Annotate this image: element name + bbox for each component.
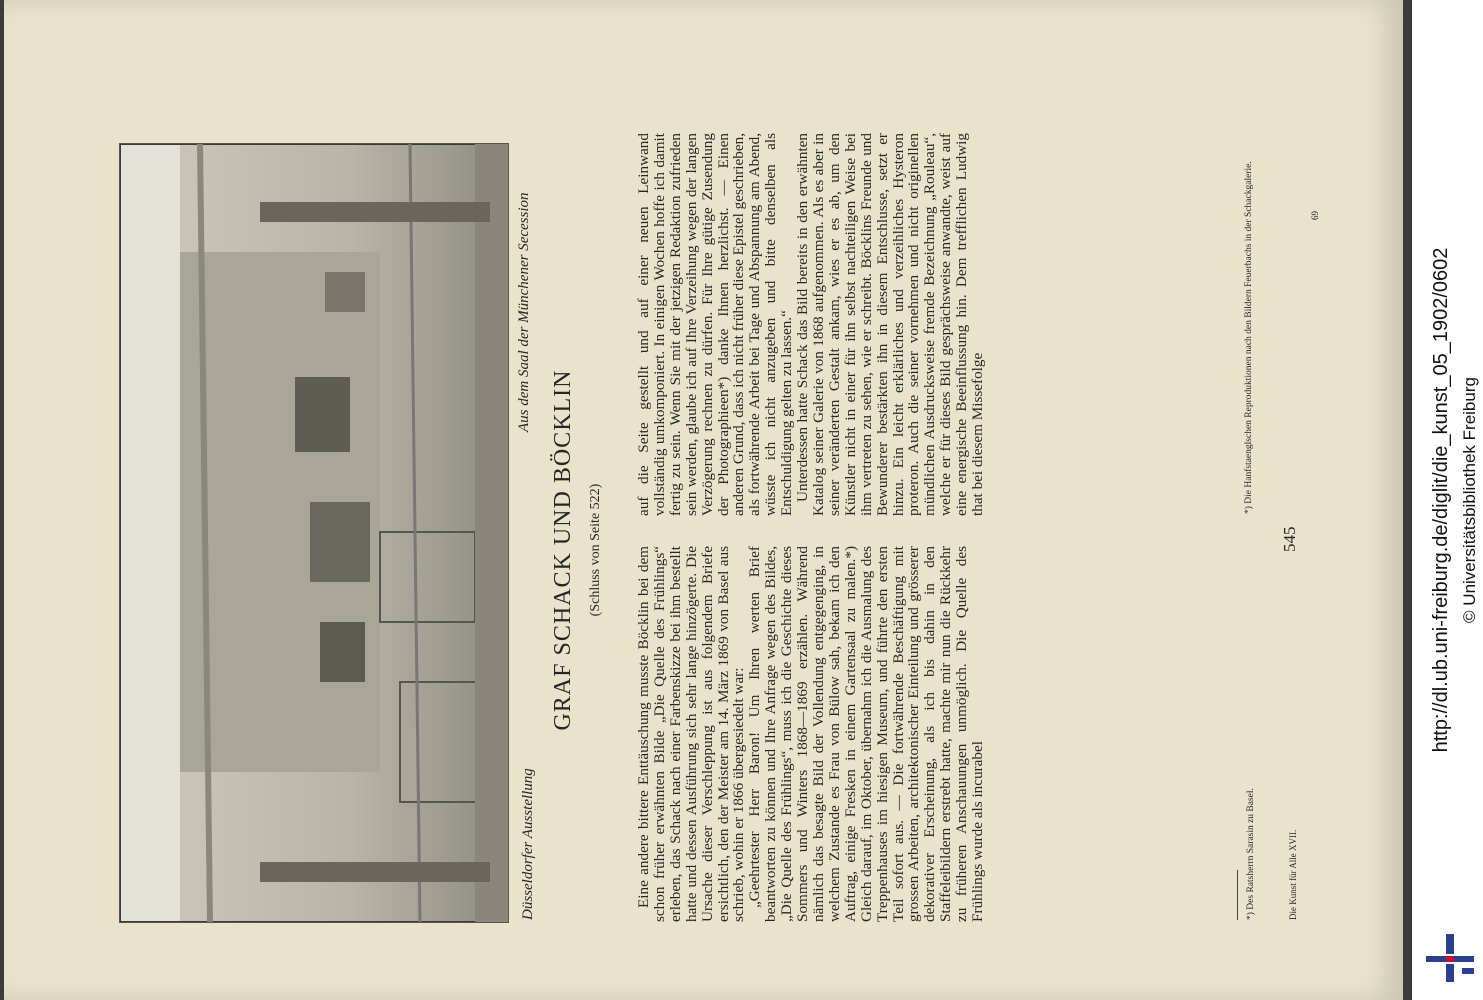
paragraph: Unterdessen hatte Schack das Bild bereits in den erwähnten Katalog seiner Galerie von 1868 aufgenommen. Als es aber in seiner veränderten Gestalt ankam, wies er es ab, um den Künstler nicht in einer für ihn selbst nachteiligen Weise bei ihm vertreten zu sehen, wie er schreibt. Böcklins Freunde und Bewunderer bestärkten ihn in diesem Entschlusse, setzt er hinzu. Ein leicht erklärliches und verzeihliches Hysteron proteron. Auch die seiner vornehmen und nicht originellen mündlichen Ausdrucksweise fremde Bezeichnung „Rouleau“, welche er für dieses Bild gesprächsweise anwandte, weist auf eine energische Beeinflussung hin. Dem trefflichen Ludwig that bei diesem Missefolge	[794, 133, 987, 516]
footnote-left: *) Des Ratsherrn Sarasin zu Basel.	[1246, 788, 1256, 920]
photo-caption-right: Aus dem Saal der Münchener Secession	[516, 192, 532, 432]
paragraph: Eine andere bittere Enttäuschung musste Böcklin bei dem schon früher erwähnten Bilde „Die Quelle des Frühlings“ erleben, das Schack nach einer Farbenskizze bei ihm bestellt hatte und dessen Ausführung sich sehr lange hinzögerte. Die Ursache dieser Verschleppung ist aus folgendem Briefe ersichtlich, den der Meister am 14. März 1869 von Basel aus schrieb, wohin er 1866 übergesiedelt war:	[635, 546, 748, 922]
book-page	[4, 0, 1403, 1000]
article-title: GRAF SCHACK UND BÖCKLIN	[550, 369, 576, 731]
article-subtitle: (Schluss von Seite 522)	[588, 483, 603, 617]
paragraph: „Geehrtester Herr Baron! Um Ihren werten Brief beantworten zu können und Ihre Anfrage wegen des Bildes, „Die Quelle des Frühlings“, muss ich die Geschichte dieses Sommers und Winters 1868—1869 erzählen. Während nämlich das besagte Bild der Vollendung entgegenging, in welchem Zustande es Frau von Bülow sah, bekam ich den Auftrag, einige Fresken in einem Gartensaal zu malen.*) Gleich darauf, im Oktober, übernahm ich die Ausmalung des Treppenhauses im hiesigen Museum, und führte den ersten Teil sofort aus. — Die fortwährende Beschäftigung mit grossen Arbeiten, architektonischer Einteilung und grösserer dekorativer Erscheinung, als ich bis dahin in den Staffeleibildern erstrebt hatte, machte mir nun die Rückkehr zu früheren Anschauungen unmöglich. Die Quelle des Frühlings wurde als incurabel	[746, 546, 987, 922]
permalink-url[interactable]: http://dl.ub.uni-freiburg.de/diglit/die_kunst_05_1902/0602	[1430, 247, 1452, 753]
footnote-right: *) Die Hanfstaenglschen Reproduktionen nach den Bildern Feuerbachs in der Schackgalerie.	[1244, 161, 1254, 514]
text-column-right	[636, 133, 986, 516]
photo-caption-left: Düsseldorfer Ausstellung	[520, 768, 536, 920]
folio-number: 69	[1310, 211, 1320, 220]
page-number: 545	[1280, 526, 1299, 552]
copyright-notice: © Universitätsbibliothek Freiburg	[1460, 377, 1479, 623]
page-content	[8, 0, 1407, 1000]
text-column-left	[636, 546, 986, 922]
ub-freiburg-logo	[1422, 930, 1478, 986]
paragraph: auf die Seite gestellt und auf einer neuen Leinwand vollständig umkomponiert. In einigen Wochen hoffe ich damit fertig zu sein. Wenn Sie mit der jetzigen Redaktion zufrieden sein werden, glaube ich auf Ihre Verzeihung wegen der langen Verzögerung rechnen zu dürfen. Für Ihre gütige Zusendung der Photographieen*) danke Ihnen herzlichst. — Einen anderen Grund, dass ich nicht früher diese Epistel geschrieben, als fortwährende Arbeit bei Tage und Abspannung am Abend, wüsste ich nicht anzugeben und bitte denselben als Entschuldigung gelten zu lassen.“	[635, 133, 796, 516]
exhibition-hall-photo	[120, 144, 508, 922]
series-line: Die Kunst für Alle XVII.	[1288, 829, 1298, 920]
footnote-rule	[1237, 870, 1238, 920]
